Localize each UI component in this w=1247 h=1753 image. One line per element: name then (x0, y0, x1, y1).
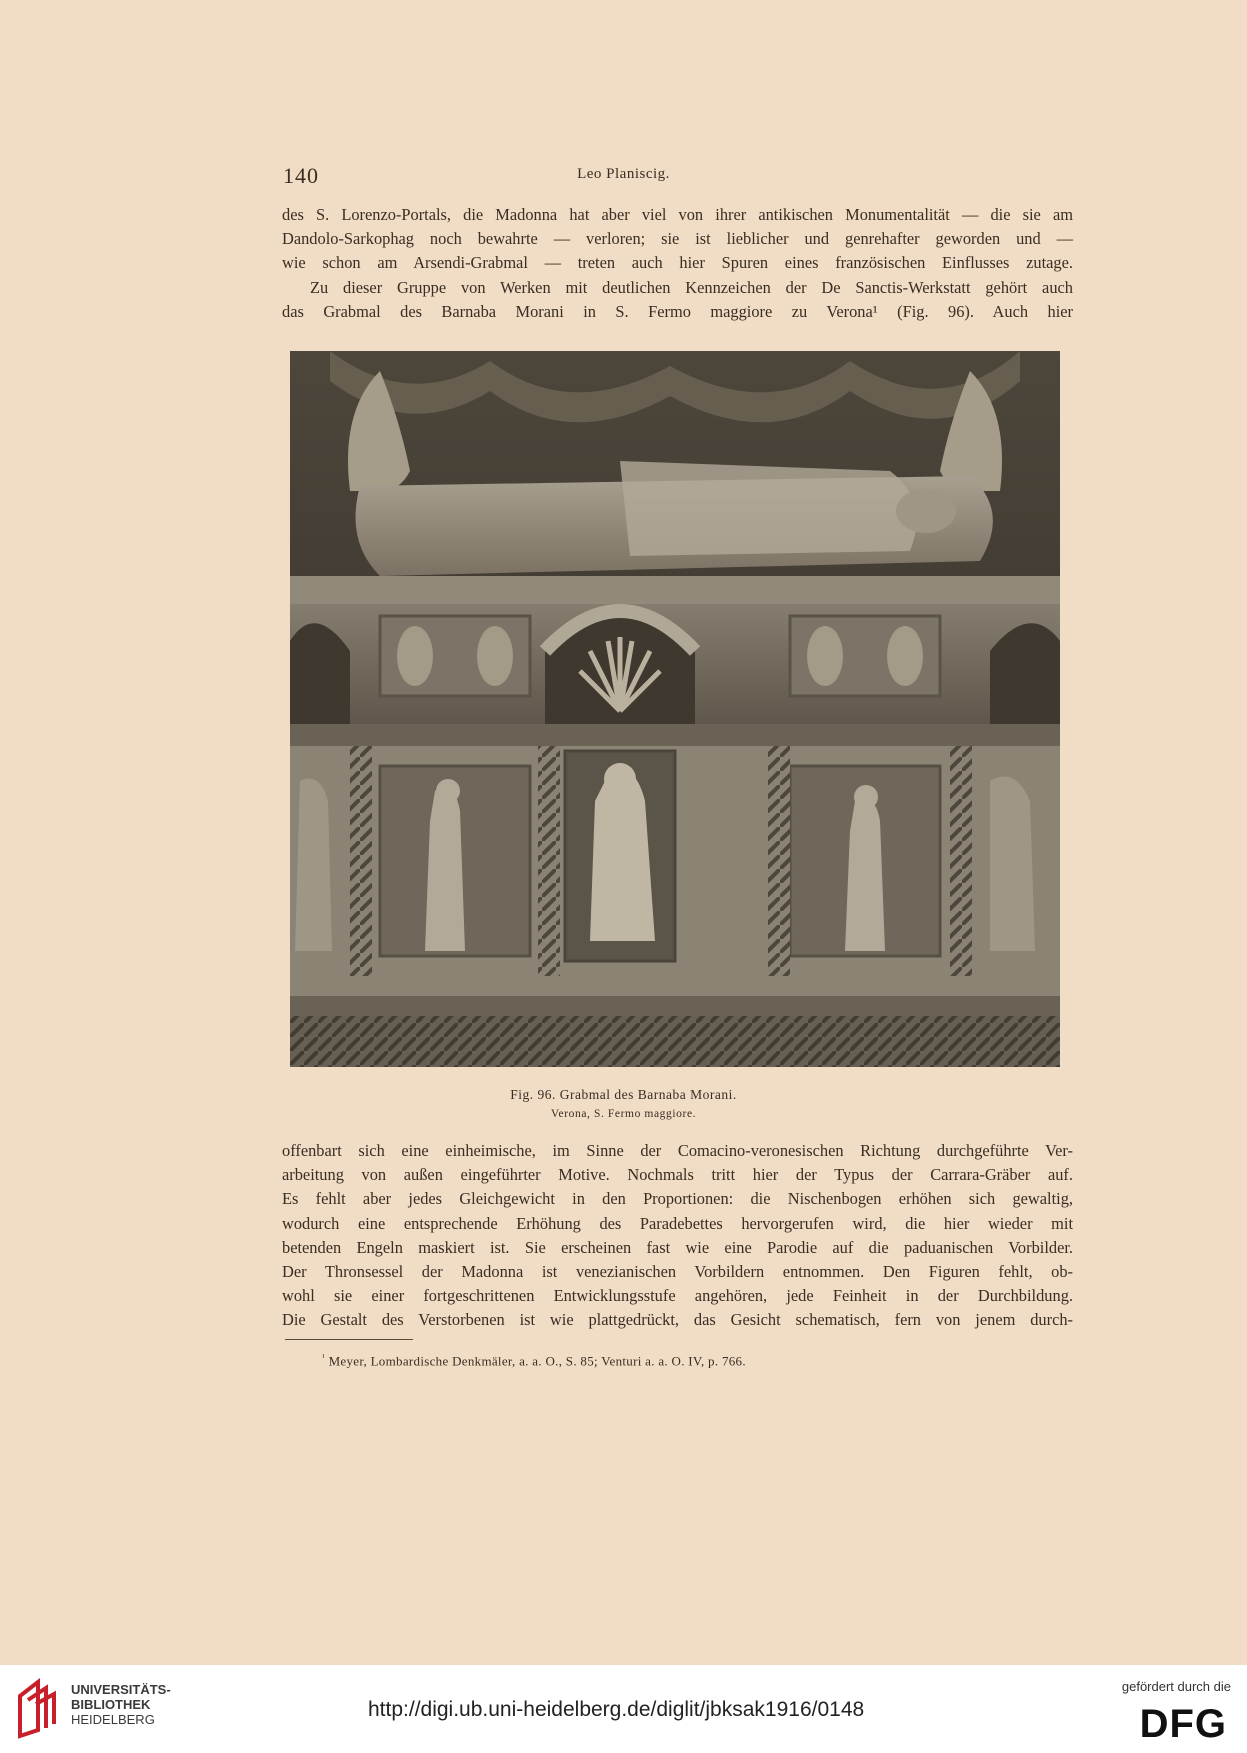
paragraph-bottom (282, 1139, 1073, 1333)
library-name: UNIVERSITÄTS- BIBLIOTHEK HEIDELBERG (71, 1682, 171, 1727)
figure-caption: Fig. 96. Grabmal des Barnaba Morani. (510, 1087, 737, 1102)
text-line: betenden Engeln maskiert ist. Sie erscheinen fast wie eine Parodie auf die paduanischen Vorbilder. (282, 1237, 1073, 1257)
figure-caption-location: Verona, S. Fermo maggiore. (550, 1108, 697, 1120)
text-line: wohl sie einer fortgeschrittenen Entwicklungsstufe angehören, jede Feinheit in der Durchbildung. (282, 1286, 1073, 1306)
permalink-url[interactable]: http://digi.ub.uni-heidelberg.de/diglit/jbksak1916/0148 (368, 1698, 865, 1721)
footnote-mark: ¹ (322, 1352, 325, 1362)
text-line: Zu dieser Gruppe von Werken mit deutlichen Kennzeichen der De Sanctis-Werkstatt gehört auch (310, 277, 1073, 297)
dfg-logo: DFG (1139, 1702, 1227, 1746)
page-number: 140 (283, 163, 319, 188)
text-line: arbeitung von außen eingeführter Motive. Nochmals tritt hier der Typus der Carrara-Gräber auf. (282, 1165, 1073, 1185)
running-header-author: Leo Planiscig. (577, 166, 670, 182)
text-line: das Grabmal des Barnaba Morani in S. Fermo maggiore zu Verona¹ (Fig. 96). Auch hier (282, 301, 1073, 321)
text-line: Dandolo-Sarkophag noch bewahrte — verloren; sie ist lieblicher und genrehafter geworden und — (282, 229, 1073, 249)
funding-note: gefördert durch die (1121, 1679, 1231, 1694)
digitization-footer (0, 1665, 1247, 1753)
tomb-relief-image (290, 351, 1060, 1067)
figure-photograph-tomb (290, 351, 1060, 1067)
paragraph-top (282, 203, 1073, 324)
text-line: offenbart sich eine einheimische, im Sinne der Comacino-veronesischen Richtung durchgeführte Ver- (282, 1141, 1073, 1160)
footnote (322, 1352, 746, 1369)
footnote-text: Meyer, Lombardische Denkmäler, a. a. O., S. 85; Venturi a. a. O. IV, p. 766. (328, 1353, 746, 1369)
text-line: Der Thronsessel der Madonna ist venezianischen Vorbildern entnommen. Den Figuren fehlt, ob- (282, 1261, 1073, 1281)
footnote-divider (285, 1339, 413, 1340)
university-library-logo-icon (14, 1678, 60, 1740)
text-line: des S. Lorenzo-Portals, die Madonna hat aber viel von ihrer antikischen Monumentalität — die sie am (282, 205, 1073, 224)
text-line: Es fehlt aber jedes Gleichgewicht in den Proportionen: die Nischenbogen erhöhen sich gewaltig, (282, 1189, 1073, 1209)
text-line: wodurch eine entsprechende Erhöhung des Paradebettes hervorgerufen wird, die hier wieder mit (282, 1213, 1073, 1233)
text-line: wie schon am Arsendi-Grabmal — treten auch hier Spuren eines französischen Einflusses zutage. (282, 253, 1073, 273)
text-line: Die Gestalt des Verstorbenen ist wie plattgedrückt, das Gesicht schematisch, fern von jenem durch- (282, 1310, 1073, 1330)
